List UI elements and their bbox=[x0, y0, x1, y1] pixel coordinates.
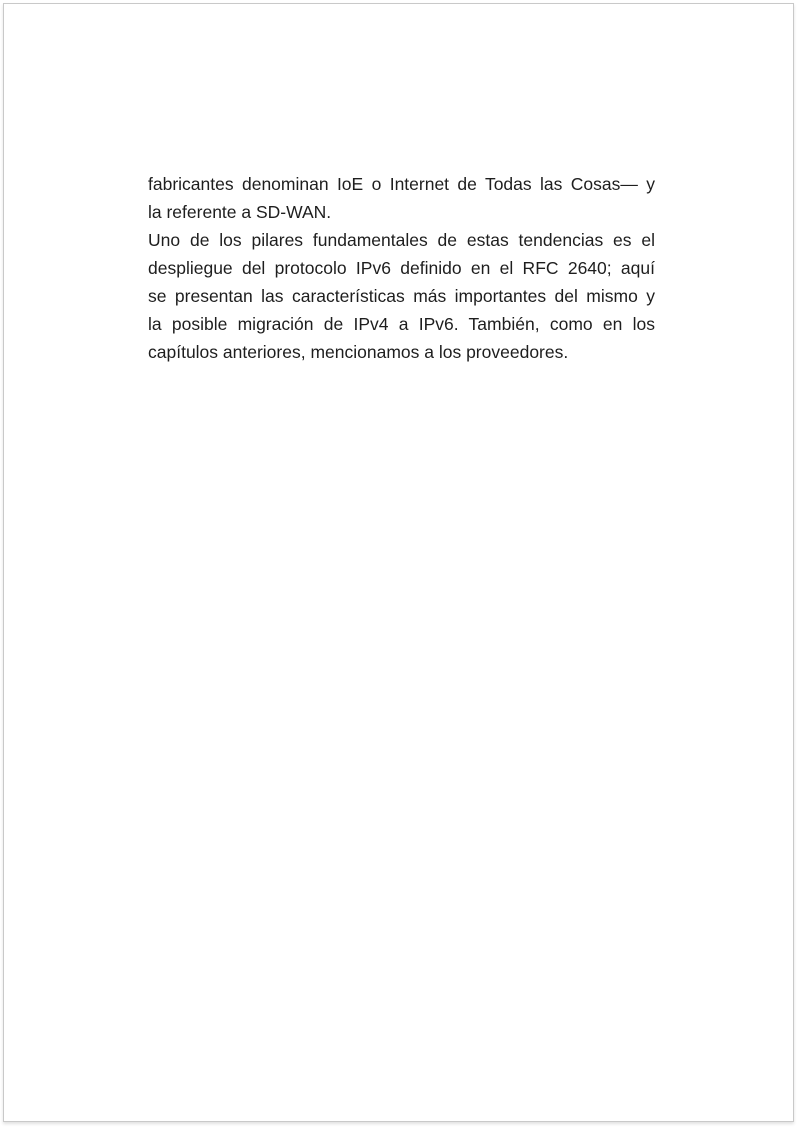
paragraph bbox=[148, 170, 655, 226]
text-line: fabricantes denominan IoE o Internet de Todas las Cosas— y bbox=[148, 174, 655, 194]
text-line: Uno de los pilares fundamentales de estas tendencias es el bbox=[148, 230, 655, 250]
text-line: la posible migración de IPv4 a IPv6. También, como en los bbox=[148, 314, 655, 334]
book-page bbox=[3, 3, 794, 1122]
page-text-block bbox=[148, 170, 655, 366]
text-line: se presentan las características más importantes del mismo y bbox=[148, 286, 655, 306]
paragraph bbox=[148, 226, 655, 366]
text-line: despliegue del protocolo IPv6 definido en el RFC 2640; aquí bbox=[148, 258, 655, 278]
text-line: capítulos anteriores, mencionamos a los proveedores. bbox=[148, 342, 569, 362]
text-line: la referente a SD-WAN. bbox=[148, 202, 332, 222]
